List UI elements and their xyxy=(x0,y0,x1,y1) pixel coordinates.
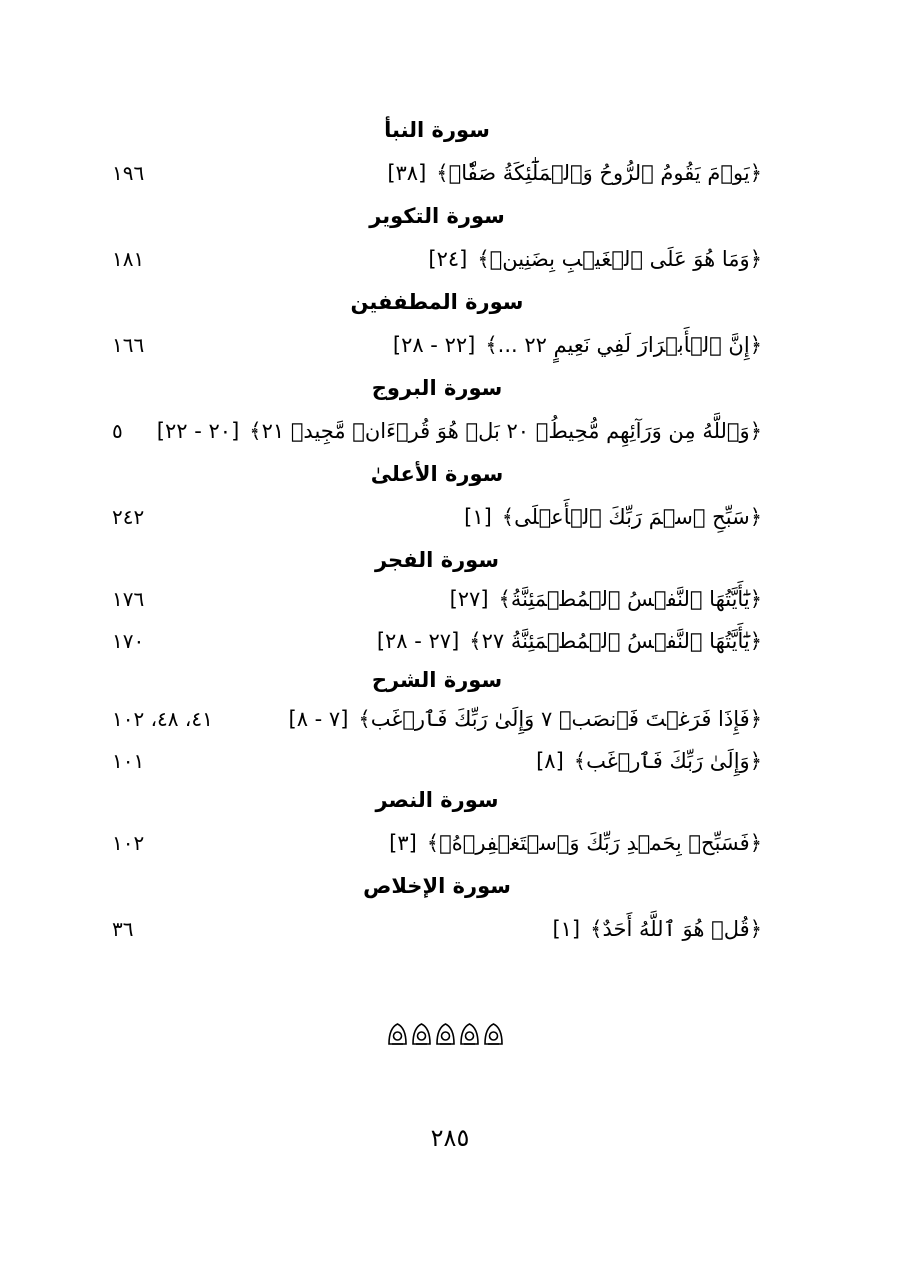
verse-text: وَٱللَّهُ مِن وَرَآئِهِم مُّحِيطُۢ ٢٠ بَلۡ هُوَ قُرۡءَانٞ مَّجِيدٞ ٢١ xyxy=(261,419,750,443)
page-number: ٢٨٥ xyxy=(430,1124,470,1152)
page-references: ١٩٦ xyxy=(112,161,145,185)
verse-text-group: ﴿ فَسَبِّحۡ بِحَمۡدِ رَبِّكَ وَٱسۡتَغۡفِرۡهُۚ ﴾ [٣] xyxy=(389,831,762,855)
ornament-divider-icon xyxy=(386,1020,504,1048)
verse-text: وَإِلَىٰ رَبِّكَ فَٱرۡغَب xyxy=(586,749,750,773)
verse-text: فَسَبِّحۡ بِحَمۡدِ رَبِّكَ وَٱسۡتَغۡفِرۡهُۚ xyxy=(439,831,750,855)
verse-text-group: ﴿ وَإِلَىٰ رَبِّكَ فَٱرۡغَب ﴾ [٨] xyxy=(536,749,762,773)
verse-text-group: ﴿ يَٰٓأَيَّتُهَا ٱلنَّفۡسُ ٱلۡمُطۡمَئِنَّةُ ﴾ [٢٧] xyxy=(449,587,762,611)
verse-index xyxy=(112,112,762,954)
verse-text-group: ﴿ سَبِّحِ ٱسۡمَ رَبِّكَ ٱلۡأَعۡلَى ﴾ [١] xyxy=(464,505,762,529)
verse-reference: [١] xyxy=(552,917,581,941)
surah-title: سورة الأعلىٰ xyxy=(370,462,504,486)
verse-reference: [٣] xyxy=(389,831,417,855)
verse-text: فَإِذَا فَرَغۡتَ فَٱنصَبۡ ٧ وَإِلَىٰ رَبِّكَ فَٱرۡغَب xyxy=(370,707,750,731)
verse-text-group: ﴿ وَمَا هُوَ عَلَى ٱلۡغَيۡبِ بِضَنِينٖ ﴾ [٢٤] xyxy=(428,247,762,271)
page-references: ١٦٦ xyxy=(112,333,145,357)
verse-entry xyxy=(112,818,762,868)
verse-entry xyxy=(112,234,762,284)
verse-reference: [٧ - ٨] xyxy=(288,707,349,731)
verse-entry xyxy=(112,492,762,542)
verse-text: يَٰٓأَيَّتُهَا ٱلنَّفۡسُ ٱلۡمُطۡمَئِنَّةُ ٢٧ xyxy=(481,629,750,653)
verse-entry xyxy=(112,740,762,782)
verse-text: يَوۡمَ يَقُومُ ٱلرُّوحُ وَٱلۡمَلَٰٓئِكَةُ صَفّٗاۖ xyxy=(448,161,750,185)
verse-text-group: ﴿ فَإِذَا فَرَغۡتَ فَٱنصَبۡ ٧ وَإِلَىٰ رَبِّكَ فَٱرۡغَب ﴾ [٧ - ٨] xyxy=(288,707,762,731)
page-references: ١٧٦ xyxy=(112,587,145,611)
verse-entry xyxy=(112,620,762,662)
verse-text-group: ﴿ قُلۡ هُوَ ٱللَّهُ أَحَدٌ ﴾ [١] xyxy=(552,917,762,941)
surah-title: سورة البروج xyxy=(371,376,503,400)
verse-entry xyxy=(112,904,762,954)
verse-reference: [٢٧ - ٢٨] xyxy=(376,629,460,653)
page-references: ٥ xyxy=(112,419,123,443)
verse-text-group: ﴿ إِنَّ ٱلۡأَبۡرَارَ لَفِي نَعِيمٍ ٢٢ ... ﴾ [٢٢ - ٢٨] xyxy=(392,333,762,357)
verse-entry xyxy=(112,578,762,620)
verse-entry xyxy=(112,698,762,740)
surah-title: سورة النبأ xyxy=(384,118,490,142)
page-references: ١٠١ xyxy=(112,749,145,773)
verse-entry xyxy=(112,148,762,198)
page-references: ٤١، ٤٨، ١٠٢ xyxy=(112,707,213,731)
surah-title: سورة التكوير xyxy=(369,204,505,228)
verse-reference: [٣٨] xyxy=(387,161,427,185)
verse-text: سَبِّحِ ٱسۡمَ رَبِّكَ ٱلۡأَعۡلَى xyxy=(514,505,750,529)
surah-title: سورة الفجر xyxy=(374,548,499,572)
verse-reference: [٢٢ - ٢٨] xyxy=(392,333,476,357)
surah-title: سورة النصر xyxy=(375,788,499,812)
verse-text: إِنَّ ٱلۡأَبۡرَارَ لَفِي نَعِيمٍ ٢٢ ... xyxy=(497,333,750,357)
page-references: ٣٦ xyxy=(112,917,134,941)
page-references: ١٠٢ xyxy=(112,831,145,855)
verse-text-group: ﴿ يَٰٓأَيَّتُهَا ٱلنَّفۡسُ ٱلۡمُطۡمَئِنَّةُ ٢٧ ﴾ [٢٧ - ٢٨] xyxy=(376,629,762,653)
verse-reference: [١] xyxy=(464,505,492,529)
page-references: ١٨١ xyxy=(112,247,145,271)
verse-entry xyxy=(112,320,762,370)
verse-text: يَٰٓأَيَّتُهَا ٱلنَّفۡسُ ٱلۡمُطۡمَئِنَّةُ xyxy=(510,587,750,611)
verse-text: وَمَا هُوَ عَلَى ٱلۡغَيۡبِ بِضَنِينٖ xyxy=(489,247,750,271)
verse-reference: [٢٧] xyxy=(449,587,489,611)
page-references: ١٧٠ xyxy=(112,629,145,653)
verse-reference: [٨] xyxy=(536,749,564,773)
page-references: ٢٤٢ xyxy=(112,505,145,529)
verse-text-group: ﴿ وَٱللَّهُ مِن وَرَآئِهِم مُّحِيطُۢ ٢٠ بَلۡ هُوَ قُرۡءَانٞ مَّجِيدٞ ٢١ ﴾ [٢٠ - ٢٢] xyxy=(156,419,762,443)
verse-text-group: ﴿ يَوۡمَ يَقُومُ ٱلرُّوحُ وَٱلۡمَلَٰٓئِكَةُ صَفّٗاۖ ﴾ [٣٨] xyxy=(387,161,762,185)
surah-title: سورة المطففين xyxy=(350,290,524,314)
verse-reference: [٢٤] xyxy=(428,247,468,271)
verse-text: قُلۡ هُوَ ٱللَّهُ أَحَدٌ xyxy=(602,917,750,941)
verse-entry xyxy=(112,406,762,456)
verse-reference: [٢٠ - ٢٢] xyxy=(156,419,240,443)
surah-title: سورة الإخلاص xyxy=(363,874,511,898)
surah-title: سورة الشرح xyxy=(371,668,503,692)
